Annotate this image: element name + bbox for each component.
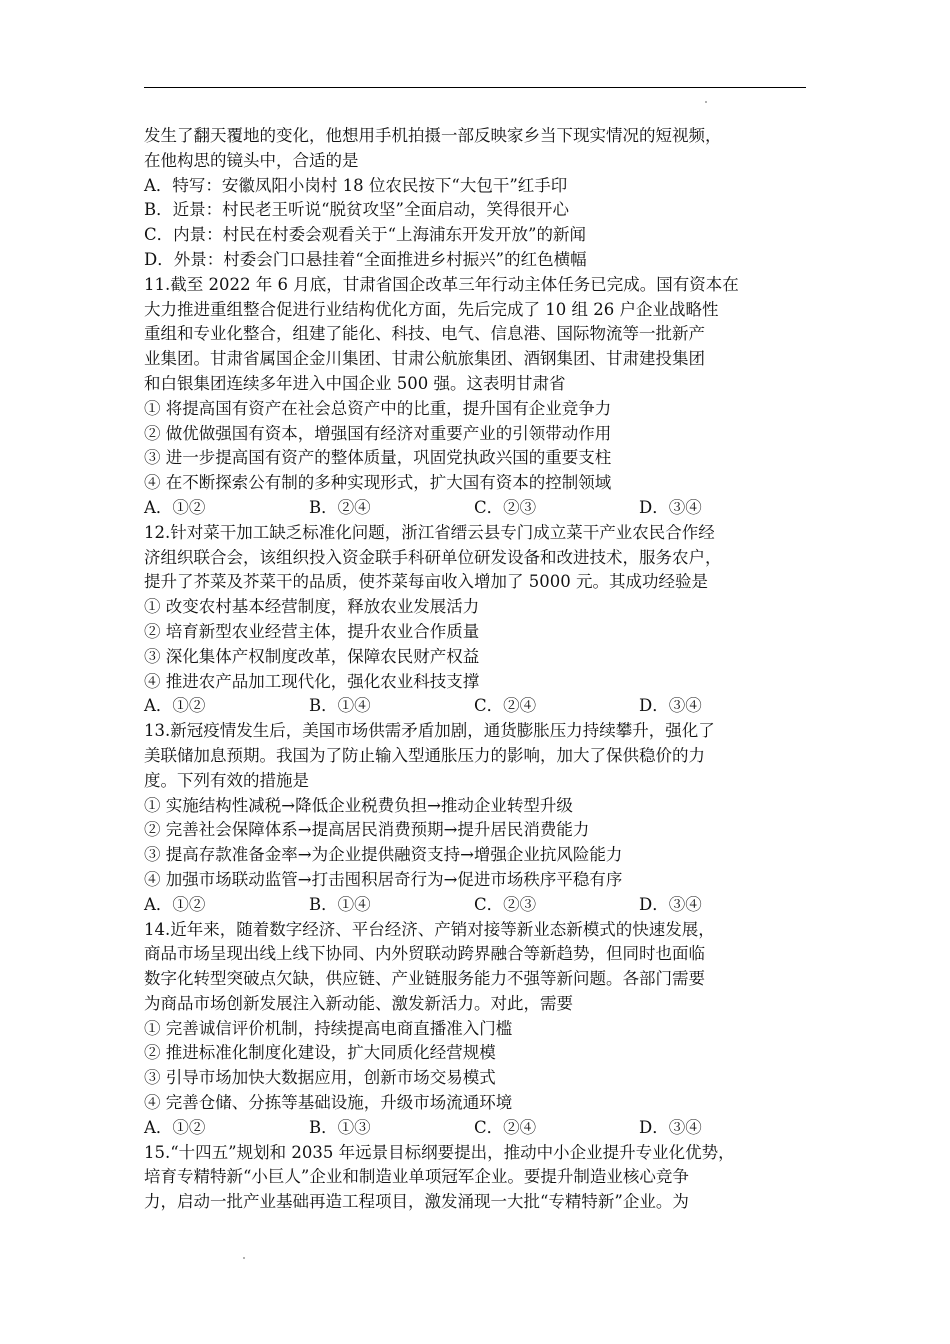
text-line: C．内景：村民在村委会观看关于“上海浦东开发开放”的新闻 — [144, 225, 586, 245]
text-line: ④ 推进农产品加工现代化，强化农业科技支撑 — [144, 671, 480, 691]
answer-option: B．①④ — [309, 696, 371, 716]
text-line: A．特写：安徽凤阳小岗村 18 位农民按下“大包干”红手印 — [144, 175, 568, 195]
text-line: 度。下列有效的措施是 — [144, 770, 309, 790]
text-line: ② 完善社会保障体系→提高居民消费预期→提升居民消费能力 — [144, 820, 590, 840]
text-line: ② 做优做强国有资本，增强国有经济对重要产业的引领带动作用 — [144, 423, 612, 443]
text-line: ③ 进一步提高国有资产的整体质量，巩固党执政兴国的重要支柱 — [144, 448, 612, 468]
text-line: ② 培育新型农业经营主体，提升农业合作质量 — [144, 621, 480, 641]
answer-option: A．①② — [144, 497, 206, 517]
answer-option: C．②③ — [474, 894, 537, 914]
text-line: 济组织联合会，该组织投入资金联手科研单位研发设备和改进技术，服务农户， — [144, 547, 722, 567]
answer-option: A．①② — [144, 1117, 206, 1137]
answer-options — [144, 1116, 812, 1141]
text-line: 提升了芥菜及芥菜干的品质，使芥菜每亩收入增加了 5000 元。其成功经验是 — [144, 572, 708, 592]
text-line: 业集团。甘肃省属国企金川集团、甘肃公航旅集团、酒钢集团、甘肃建投集团 — [144, 349, 705, 369]
header-rule — [144, 87, 806, 88]
answer-option: D．③④ — [639, 696, 702, 716]
text-line: ② 推进标准化制度化建设，扩大同质化经营规模 — [144, 1043, 496, 1063]
text-line: 和白银集团连续多年进入中国企业 500 强。这表明甘肃省 — [144, 373, 566, 393]
text-line: 美联储加息预期。我国为了防止输入型通胀压力的影响，加大了保供稳价的力 — [144, 745, 705, 765]
text-line: ④ 完善仓储、分拣等基础设施，升级市场流通环境 — [144, 1093, 513, 1113]
text-line: D．外景：村委会门口悬挂着“全面推进乡村振兴”的红色横幅 — [144, 249, 587, 269]
text-line: 商品市场呈现出线上线下协同、内外贸联动跨界融合等新趋势，但同时也面临 — [144, 944, 705, 964]
text-line: 12.针对菜干加工缺乏标准化问题，浙江省缙云县专门成立菜干产业农民合作经 — [144, 522, 715, 542]
text-line: 重组和专业化整合，组建了能化、科技、电气、信息港、国际物流等一批新产 — [144, 324, 705, 344]
text-line: ① 改变农村基本经营制度，释放农业发展活力 — [144, 597, 480, 617]
text-line: ④ 加强市场联动监管→打击囤积居奇行为→促进市场秩序平稳有序 — [144, 869, 623, 889]
text-line: ① 完善诚信评价机制，持续提高电商直播准入门槛 — [144, 1018, 513, 1038]
text-line: ③ 引导市场加快大数据应用，创新市场交易模式 — [144, 1068, 496, 1088]
document-body — [144, 124, 812, 1215]
text-line: 15.“十四五”规划和 2035 年远景目标纲要提出，推动中小企业提升专业化优势， — [144, 1142, 735, 1162]
scan-speck — [243, 1257, 245, 1259]
text-line: 大力推进重组整合促进行业结构优化方面，先后完成了 10 组 26 户企业战略性 — [144, 299, 719, 319]
answer-options — [144, 496, 812, 521]
answer-option: D．③④ — [639, 1117, 702, 1137]
text-line: 发生了翻天覆地的变化，他想用手机拍摄一部反映家乡当下现实情况的短视频， — [144, 126, 722, 145]
answer-option: D．③④ — [639, 497, 702, 517]
text-line: ① 实施结构性减税→降低企业税费负担→推动企业转型升级 — [144, 795, 573, 815]
answer-option: A．①② — [144, 894, 206, 914]
answer-option: C．②④ — [474, 1117, 537, 1137]
text-line: 力，启动一批产业基础再造工程项目，激发涌现一大批“专精特新”企业。为 — [144, 1192, 689, 1212]
text-line: B．近景：村民老王听说“脱贫攻坚”全面启动，笑得很开心 — [144, 200, 569, 220]
text-line: 13.新冠疫情发生后，美国市场供需矛盾加剧，通货膨胀压力持续攀升，强化了 — [144, 721, 715, 741]
text-line: ③ 提高存款准备金率→为企业提供融资支持→增强企业抗风险能力 — [144, 845, 623, 865]
answer-option: B．①④ — [309, 894, 371, 914]
text-line: 为商品市场创新发展注入新动能、激发新活力。对此，需要 — [144, 993, 573, 1013]
scan-speck — [705, 101, 707, 103]
text-line: 14.近年来，随着数字经济、平台经济、产销对接等新业态新模式的快速发展， — [144, 919, 715, 939]
text-line: ③ 深化集体产权制度改革，保障农民财产权益 — [144, 646, 480, 666]
text-line: 培育专精特新“小巨人”企业和制造业单项冠军企业。要提升制造业核心竞争 — [144, 1167, 689, 1187]
text-line: ① 将提高国有资产在社会总资产中的比重，提升国有企业竞争力 — [144, 398, 612, 418]
answer-option: B．①③ — [309, 1117, 371, 1137]
answer-option: A．①② — [144, 696, 206, 716]
answer-option: C．②③ — [474, 497, 537, 517]
text-line: ④ 在不断探索公有制的多种实现形式，扩大国有资本的控制领域 — [144, 473, 612, 493]
text-line: 在他构思的镜头中，合适的是 — [144, 150, 359, 170]
text-line: 数字化转型突破点欠缺，供应链、产业链服务能力不强等新问题。各部门需要 — [144, 969, 705, 989]
text-line: 11.截至 2022 年 6 月底，甘肃省国企改革三年行动主体任务已完成。国有资本在 — [144, 274, 739, 294]
answer-options — [144, 893, 812, 918]
answer-option: D．③④ — [639, 894, 702, 914]
answer-option: C．②④ — [474, 696, 537, 716]
answer-options — [144, 694, 812, 719]
answer-option: B．②④ — [309, 497, 371, 517]
